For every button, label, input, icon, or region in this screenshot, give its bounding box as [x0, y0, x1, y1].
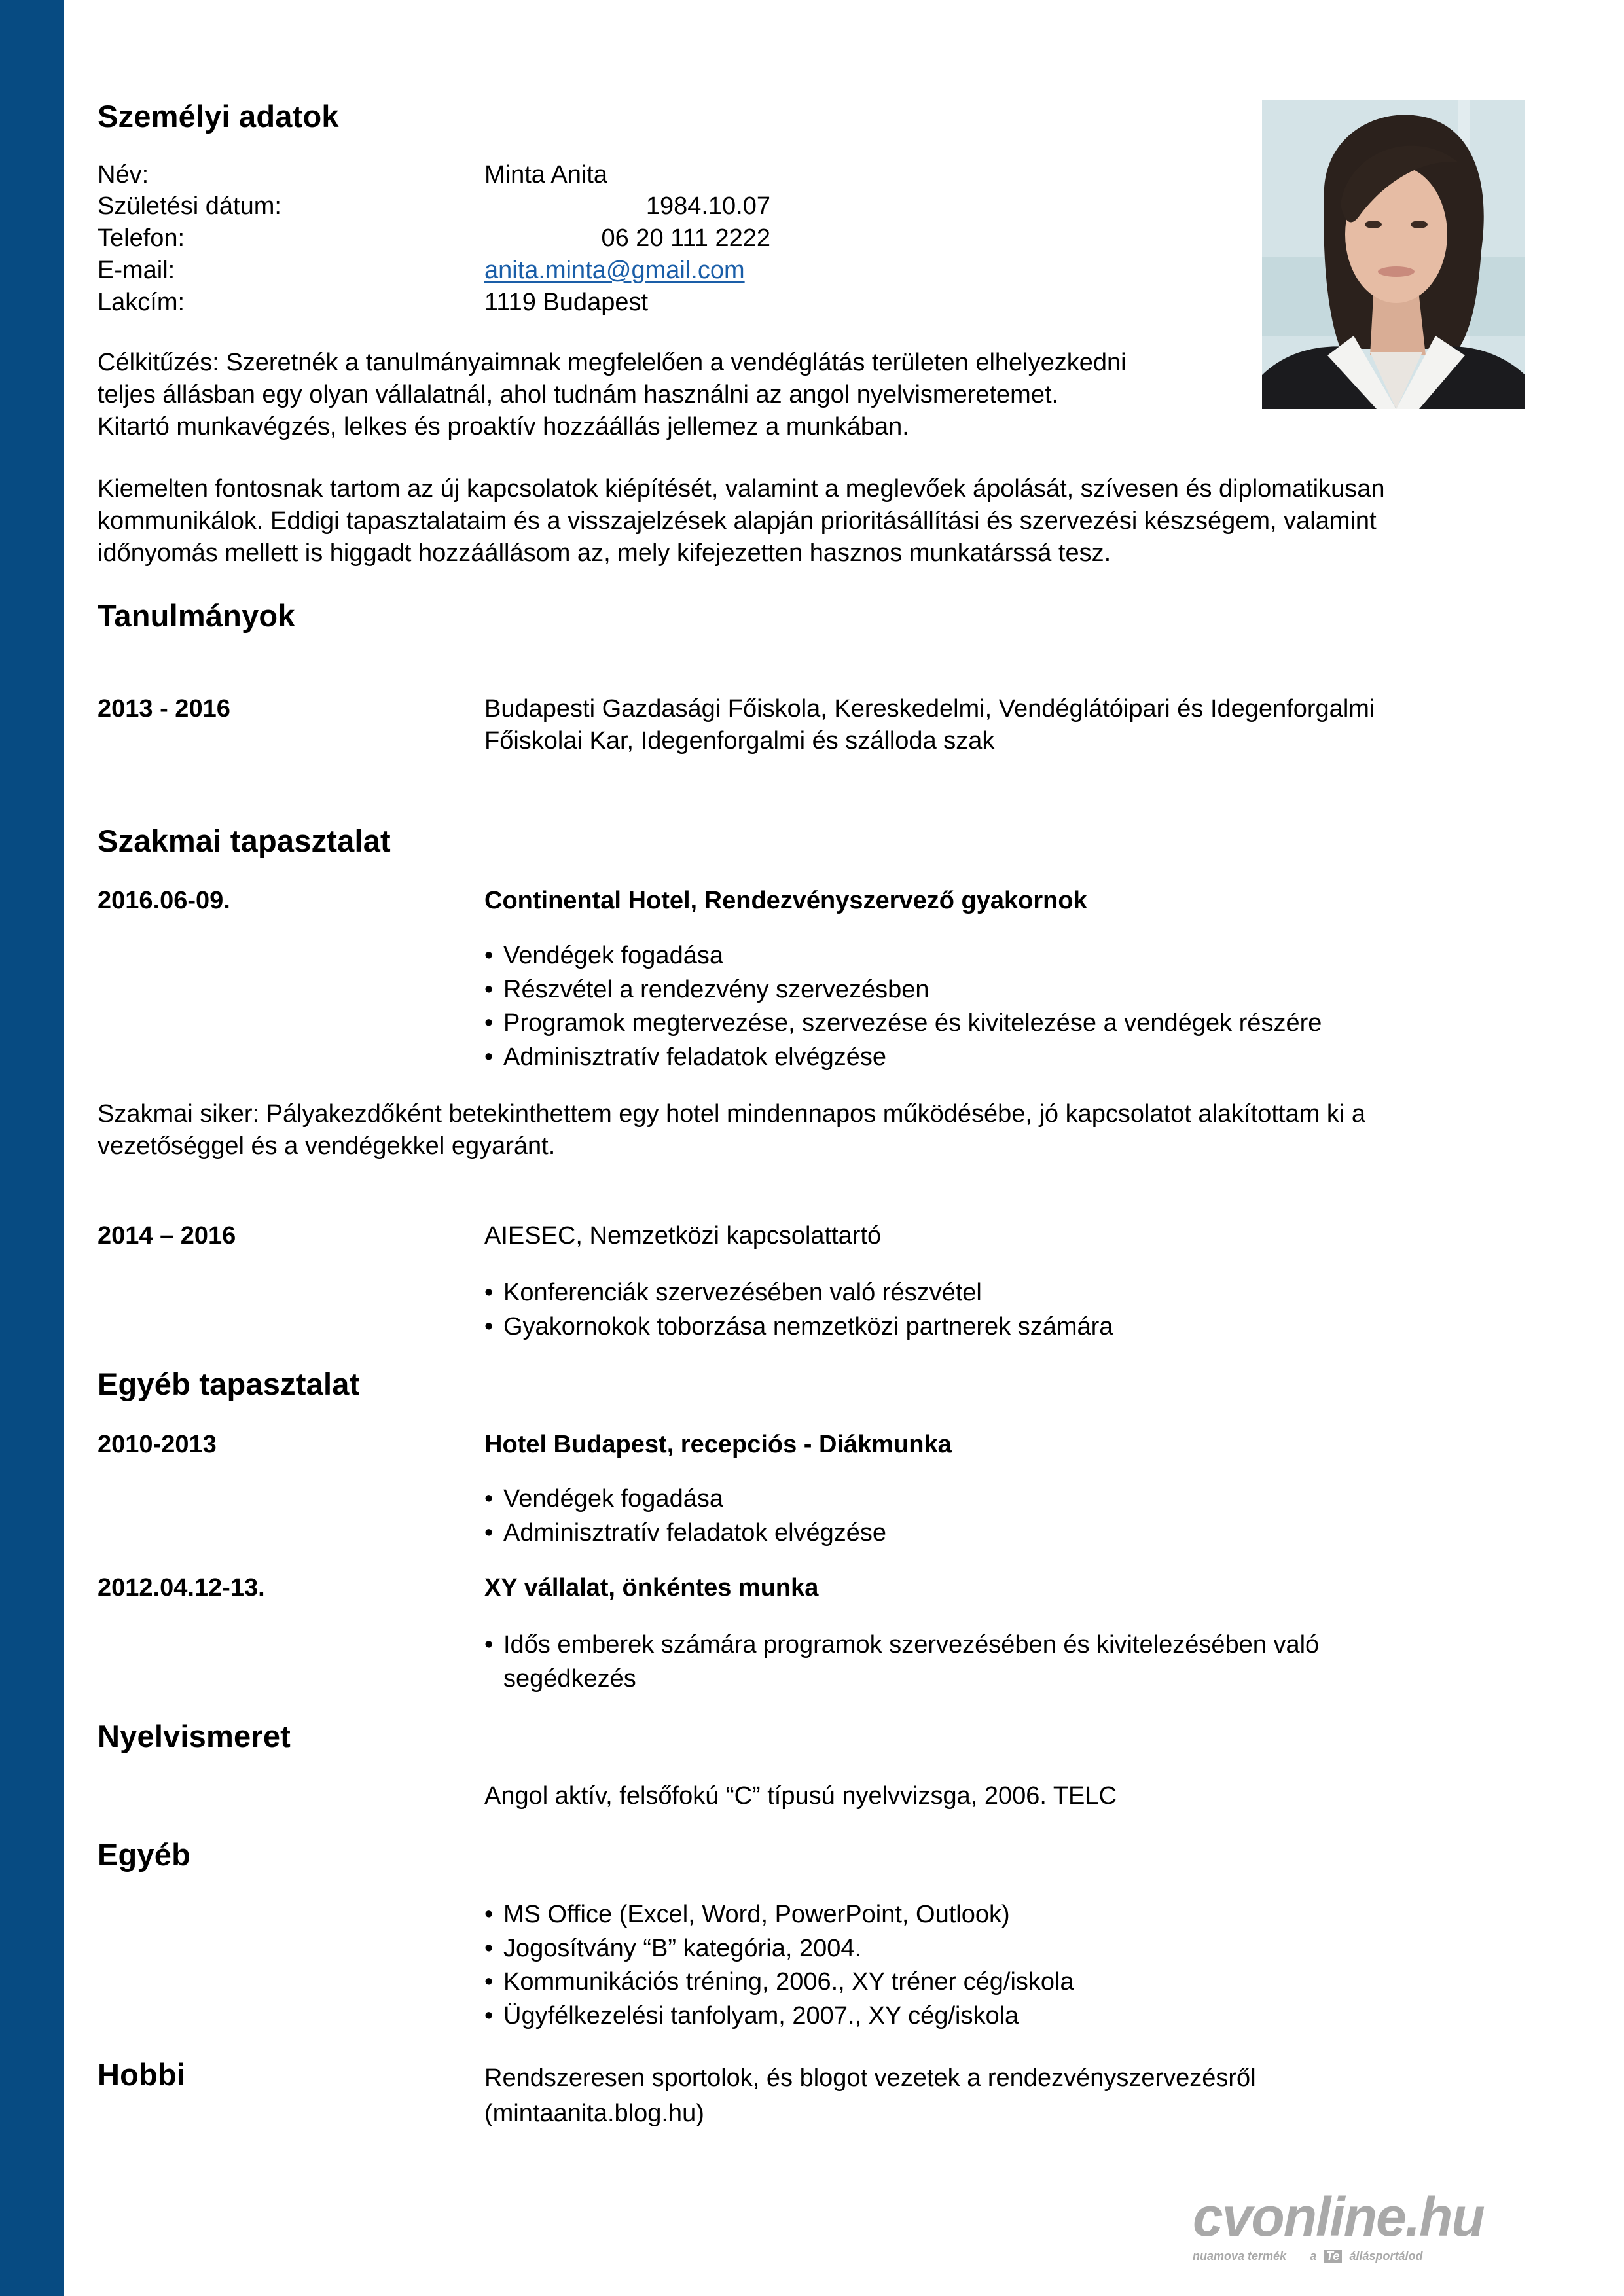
other-bullets [484, 1898, 1074, 2033]
summary-paragraph [98, 473, 1384, 569]
list-item-text: Jogosítvány “B” kategória, 2004. [503, 1934, 862, 1962]
hobby-line: Rendszeresen sportolok, és blogot vezetek a rendezvényszervezésről [484, 2064, 1256, 2092]
success-line: Szakmai siker: Pályakezdőként betekinthettem egy hotel mindennapos működésébe, jó kapcsolatot alakítottam ki a [98, 1100, 1365, 1128]
job-period: 2012.04.12-13. [98, 1574, 265, 1602]
section-heading-education: Tanulmányok [98, 598, 295, 633]
job-period: 2016.06-09. [98, 887, 230, 914]
objective-line: Célkitűzés: Szeretnék a tanulmányaimnak megfelelően a vendéglátás területen elhelyezkedni [98, 349, 1127, 376]
job-title: Hotel Budapest, recepciós - Diákmunka [484, 1431, 952, 1458]
email-link[interactable]: anita.minta@gmail.com [484, 257, 745, 284]
logo-tagline [1193, 2250, 1474, 2263]
education-period: 2013 - 2016 [98, 695, 230, 723]
bullet-icon: • [484, 1934, 494, 1962]
list-item-text: Vendégek fogadása [503, 1485, 723, 1513]
list-item-text: Gyakornokok toborzása nemzetközi partnerek számára [503, 1312, 1113, 1340]
value-name: Minta Anita [484, 161, 607, 188]
objective-line: Kitartó munkavégzés, lelkes és proaktív hozzáállás jellemez a munkában. [98, 413, 909, 440]
list-item-text: Adminisztratív feladatok elvégzése [503, 1518, 887, 1547]
section-heading-other: Egyéb [98, 1837, 191, 1872]
list-item [484, 1276, 1113, 1310]
list-item-text: Ügyfélkezelési tanfolyam, 2007., XY cég/iskola [503, 2001, 1019, 2030]
list-item-text: MS Office (Excel, Word, PowerPoint, Outlook) [503, 1901, 1010, 1928]
job-period: 2014 – 2016 [98, 1222, 236, 1249]
professional-success [98, 1098, 1365, 1162]
job-title: AIESEC, Nemzetközi kapcsolattartó [484, 1222, 882, 1249]
list-item [484, 1482, 886, 1516]
list-item [484, 1516, 886, 1551]
label-birthdate: Születési dátum: [98, 192, 281, 220]
objective-line: teljes állásban egy olyan vállalatnál, ahol tudnám használni az angol nyelvismeretemet. [98, 381, 1059, 408]
list-item-text-continued: segédkezés [503, 1664, 636, 1693]
logo-tagline-right [1310, 2250, 1422, 2263]
bullet-icon: • [484, 1631, 494, 1659]
list-item-text: Konferenciák szervezésében való részvétel [503, 1279, 982, 1306]
language-item: Angol aktív, felsőfokú “C” típusú nyelvvizsga, 2006. TELC [484, 1782, 1117, 1810]
hobby-line: (mintaanita.blog.hu) [484, 2100, 704, 2127]
hobby-text [484, 2060, 1256, 2131]
bullet-icon: • [484, 1009, 494, 1037]
label-phone: Telefon: [98, 224, 185, 252]
list-item-text: Idős emberek számára programok szervezésében és kivitelezésében való [503, 1631, 1320, 1659]
section-heading-personal: Személyi adatok [98, 99, 339, 134]
education-line: Budapesti Gazdasági Főiskola, Kereskedelmi, Vendéglátóipari és Idegenforgalmi [484, 695, 1375, 723]
section-heading-hobby: Hobbi [98, 2057, 186, 2092]
list-item-text: Részvétel a rendezvény szervezésben [503, 975, 929, 1003]
section-heading-other-experience: Egyéb tapasztalat [98, 1367, 360, 1401]
bullet-icon: • [484, 942, 494, 969]
logo-te-box: Te [1324, 2250, 1342, 2263]
bullet-icon: • [484, 1279, 494, 1306]
list-item [484, 1628, 1319, 1696]
list-item-text: Programok megtervezése, szervezése és kivitelezése a vendégek részére [503, 1009, 1322, 1037]
section-heading-languages: Nyelvismeret [98, 1719, 291, 1753]
summary-line: Kiemelten fontosnak tartom az új kapcsolatok kiépítését, valamint a meglevőek ápolását, szívesen és diplomatikusan [98, 475, 1385, 503]
summary-line: kommunikálok. Eddigi tapasztalataim és a visszajelzések alapján prioritásállítási és szervezési készségem, valamint [98, 507, 1377, 535]
success-line: vezetőséggel és a vendégekkel egyaránt. [98, 1132, 556, 1160]
job-bullets [484, 939, 1322, 1074]
bullet-icon: • [484, 1901, 494, 1928]
label-email: E-mail: [98, 257, 175, 284]
portrait-image [1262, 100, 1525, 409]
job-period: 2010-2013 [98, 1431, 217, 1458]
job-bullets [484, 1276, 1113, 1344]
label-name: Név: [98, 161, 149, 188]
list-item [484, 1041, 1322, 1075]
bullet-icon: • [484, 1968, 494, 1996]
list-item [484, 939, 1322, 973]
objective-paragraph [98, 347, 1127, 443]
job-bullets [484, 1482, 886, 1550]
logo-tagline-left: nuamova termék [1193, 2250, 1287, 2263]
bullet-icon: • [484, 1518, 494, 1547]
list-item [484, 973, 1322, 1007]
cvonline-logo [1193, 2186, 1484, 2268]
list-item [484, 1932, 1074, 1966]
section-heading-professional: Szakmai tapasztalat [98, 823, 391, 858]
list-item-text: Adminisztratív feladatok elvégzése [503, 1043, 887, 1071]
education-description [484, 693, 1375, 757]
bullet-icon: • [484, 975, 494, 1003]
value-address: 1119 Budapest [484, 289, 649, 316]
value-phone: 06 20 111 2222 [601, 224, 770, 252]
logo-tagline-pre: a [1310, 2250, 1317, 2263]
profile-photo [1262, 100, 1525, 409]
list-item [484, 2000, 1074, 2034]
list-item [484, 1965, 1074, 2000]
list-item [484, 1898, 1074, 1932]
bullet-icon: • [484, 1043, 494, 1071]
label-address: Lakcím: [98, 289, 185, 316]
list-item-text: Kommunikációs tréning, 2006., XY tréner cég/iskola [503, 1968, 1074, 1996]
bullet-icon: • [484, 2001, 494, 2030]
education-line: Főiskolai Kar, Idegenforgalmi és szálloda szak [484, 727, 995, 755]
list-item-text: Vendégek fogadása [503, 942, 723, 969]
bullet-icon: • [484, 1312, 494, 1340]
summary-line: időnyomás mellett is higgadt hozzáállásom az, mely kifejezetten hasznos munkatárssá tesz. [98, 539, 1111, 567]
job-bullets [484, 1628, 1319, 1696]
job-title: XY vállalat, önkéntes munka [484, 1574, 819, 1602]
logo-tagline-post: állásportálod [1349, 2250, 1423, 2263]
list-item [484, 1007, 1322, 1041]
bullet-icon: • [484, 1485, 494, 1513]
value-birthdate: 1984.10.07 [645, 192, 770, 220]
job-title: Continental Hotel, Rendezvényszervező gyakornok [484, 887, 1087, 914]
logo-wordmark: cvonline.hu [1193, 2186, 1484, 2248]
sidebar-accent-bar [0, 0, 64, 2296]
list-item [484, 1310, 1113, 1344]
